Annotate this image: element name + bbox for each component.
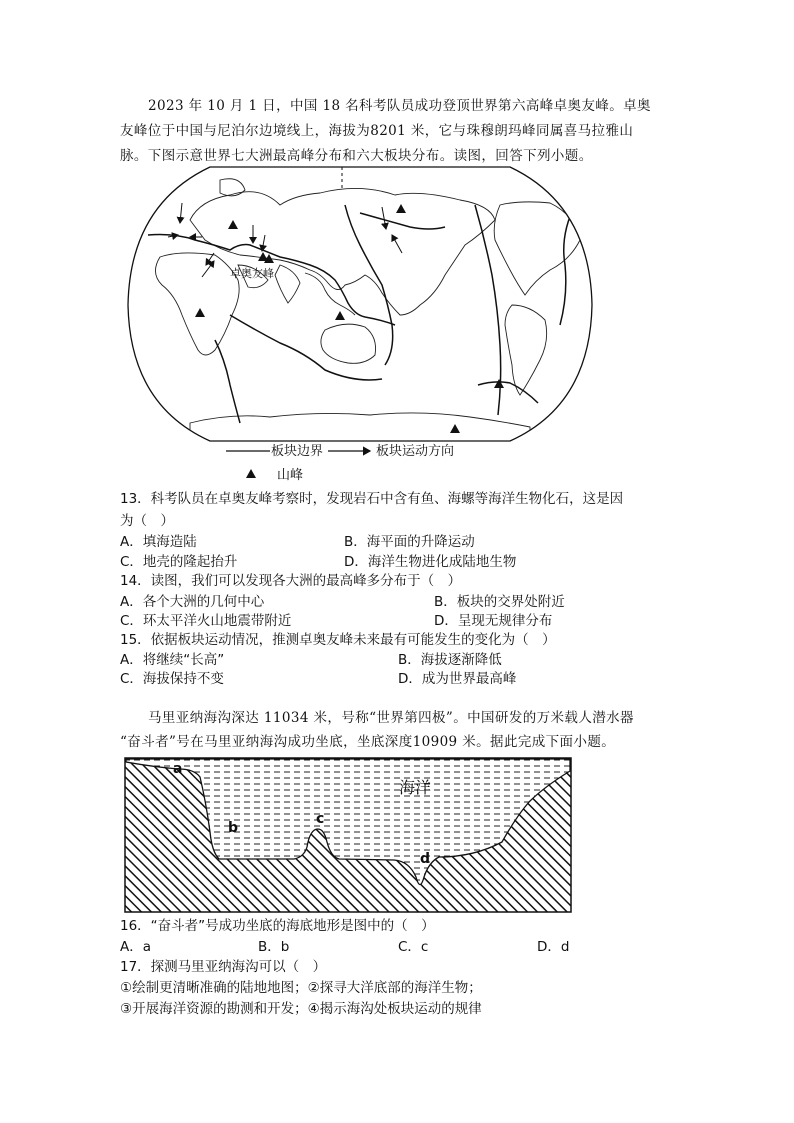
q13-option-a[interactable]: A．填海造陆 [120,534,197,550]
map-outline [128,167,592,441]
q17-statement-line-2: ③开展海洋资源的勘测和开发；④揭示海沟处板块运动的规律 [120,1001,482,1017]
legend-peak-symbol [246,469,256,478]
profile-label-b: b [228,820,239,836]
legend-boundary-label: 板块边界 [271,444,324,459]
q14-option-d[interactable]: D．呈现无规律分布 [434,613,553,629]
legend-peak-label: 山峰 [277,468,304,483]
q15-option-d[interactable]: D．成为世界最高峰 [398,671,517,687]
q15-option-b[interactable]: B．海拔逐渐降低 [398,652,502,668]
world-plate-map [120,165,600,495]
q13-option-b[interactable]: B．海平面的升降运动 [344,534,475,550]
q17-statement-line-1: ①绘制更清晰准确的陆地地图；②探寻大洋底部的海洋生物； [120,980,482,996]
q14-option-b[interactable]: B．板块的交界处附近 [434,594,565,610]
intro2-line-1: 马里亚纳海沟深达 11034 米，号称“世界第四极”。中国研发的万米载人潜水器 [148,710,634,726]
intro-paragraph-1 [120,94,680,169]
q14-stem: 14．读图，我们可以发现各大洲的最高峰多分布于（ ） [120,573,462,589]
q15-option-c[interactable]: C．海拔保持不变 [120,671,224,687]
q15-option-a[interactable]: A．将继续“长高” [120,652,225,668]
q13-stem-line-1: 13．科考队员在卓奥友峰考察时，发现岩石中含有鱼、海螺等海洋生物化石，这是因 [120,491,624,507]
profile-label-c: c [316,811,325,827]
q13-stem-line-2: 为（ ） [120,513,174,529]
q16-stem: 16．“奋斗者”号成功坐底的海底地形是图中的（ ） [120,918,435,934]
q16-option-d[interactable]: D．d [537,939,570,955]
intro-line-3: 脉。下图示意世界七大洲最高峰分布和六大板块分布。读图，回答下列小题。 [120,148,593,164]
q13-option-c[interactable]: C．地壳的隆起抬升 [120,554,238,570]
legend-direction-label: 板块运动方向 [376,444,455,459]
profile-ocean-label: 海洋 [399,778,432,797]
intro-line-1: 2023 年 10 月 1 日，中国 18 名科考队员成功登顶世界第六高峰卓奥友峰。卓奥 [148,98,651,114]
q14-option-a[interactable]: A．各个大洲的几何中心 [120,594,265,610]
intro-paragraph-2 [120,706,680,754]
profile-label-d: d [420,851,431,867]
q16-option-c[interactable]: C．c [398,939,429,955]
q17-stem: 17．探测马里亚纳海沟可以（ ） [120,959,327,975]
intro-line-2: 友峰位于中国与尼泊尔边境线上，海拔为8201 米，它与珠穆朗玛峰同属喜马拉雅山 [120,123,634,139]
q16-option-b[interactable]: B．b [258,939,290,955]
q13-option-d[interactable]: D．海洋生物进化成陆地生物 [344,554,517,570]
q14-option-c[interactable]: C．环太平洋火山地震带附近 [120,613,292,629]
intro2-line-2: “奋斗者”号在马里亚纳海沟成功坐底，坐底深度10909 米。据此完成下面小题。 [120,734,616,750]
q15-stem: 15．依据板块运动情况，推测卓奥友峰未来最有可能发生的变化为（ ） [120,632,556,648]
q16-option-a[interactable]: A．a [120,939,152,955]
ocean-floor-profile [124,757,572,913]
peak-label-cho-oyu: 卓奥友峰 [230,267,274,280]
profile-label-a: a [173,761,183,777]
